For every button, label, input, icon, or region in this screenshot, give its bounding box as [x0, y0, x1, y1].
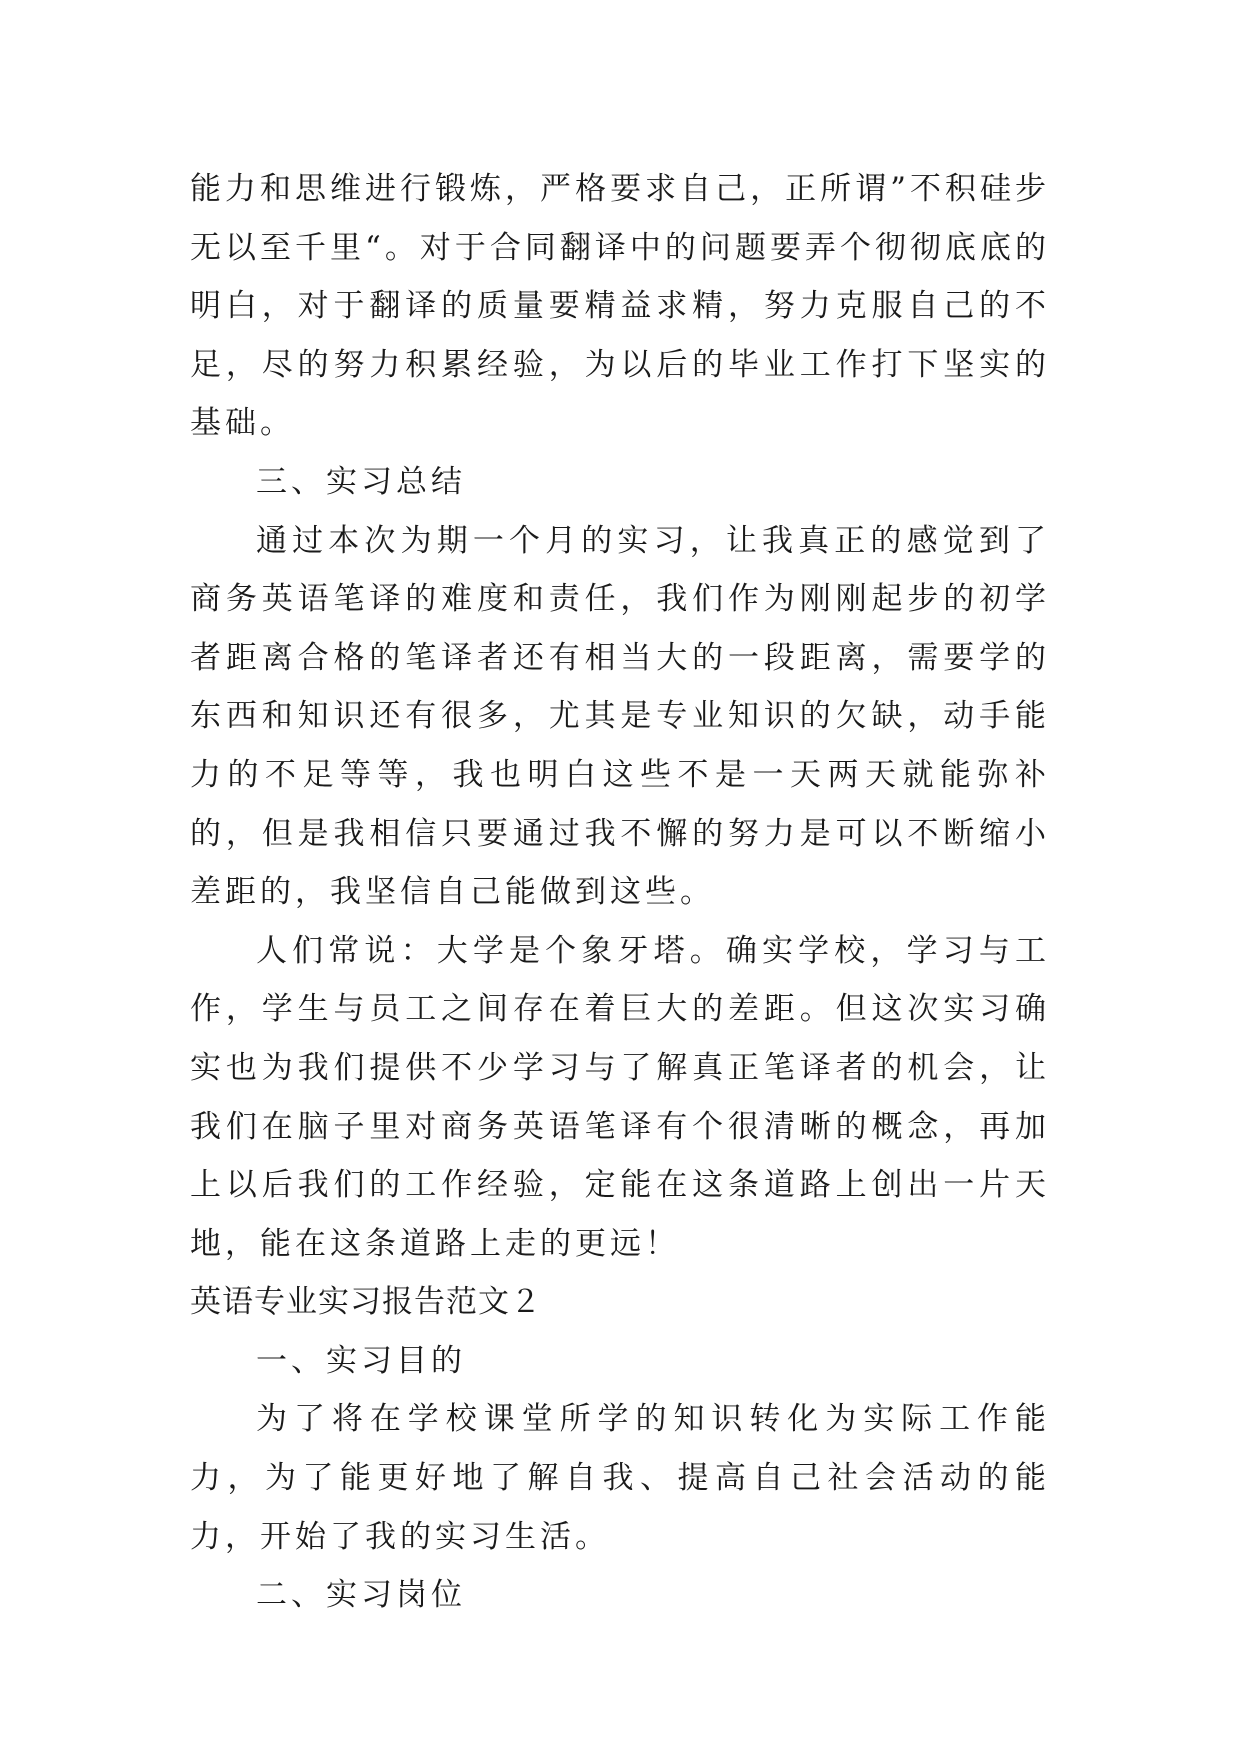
- section-heading-summary: 三、实习总结: [256, 463, 466, 500]
- paragraph-purpose: 为了将在学校课堂所学的知识转化为实际工作能力，为了能更好地了解自我、提高自己社会活动的能力，开始了我的实习生活。: [190, 1401, 1050, 1555]
- section-heading-purpose: 一、实习目的: [256, 1342, 466, 1379]
- document-title-2: 英语专业实习报告范文２: [190, 1284, 542, 1321]
- paragraph-summary-2: 人们常说：大学是个象牙塔。确实学校，学习与工作，学生与员工之间存在着巨大的差距。但这次实习确实也为我们提供不少学习与了解真正笔译者的机会，让我们在脑子里对商务英语笔译有个很清晰的概念，再加上以后我们的工作经验，定能在这条道路上创出一片天地，能在这条道路上走的更远！: [190, 932, 1050, 1262]
- section-heading-position: 二、实习岗位: [256, 1577, 466, 1614]
- paragraph-continuation: 能力和思维进行锻炼，严格要求自己，正所谓”不积硅步无以至千里“。对于合同翻译中的问题要弄个彻彻底底的明白，对于翻译的质量要精益求精，努力克服自己的不足，尽的努力积累经验，为以后的毕业工作打下坚实的基础。: [190, 171, 1050, 442]
- document-body: [190, 160, 1050, 1625]
- paragraph-summary-1: 通过本次为期一个月的实习，让我真正的感觉到了商务英语笔译的难度和责任，我们作为刚刚起步的初学者距离合格的笔译者还有相当大的一段距离，需要学的东西和知识还有很多，尤其是专业知识的欠缺，动手能力的不足等等，我也明白这些不是一天两天就能弥补的，但是我相信只要通过我不懈的努力是可以不断缩小差距的，我坚信自己能做到这些。: [190, 522, 1050, 911]
